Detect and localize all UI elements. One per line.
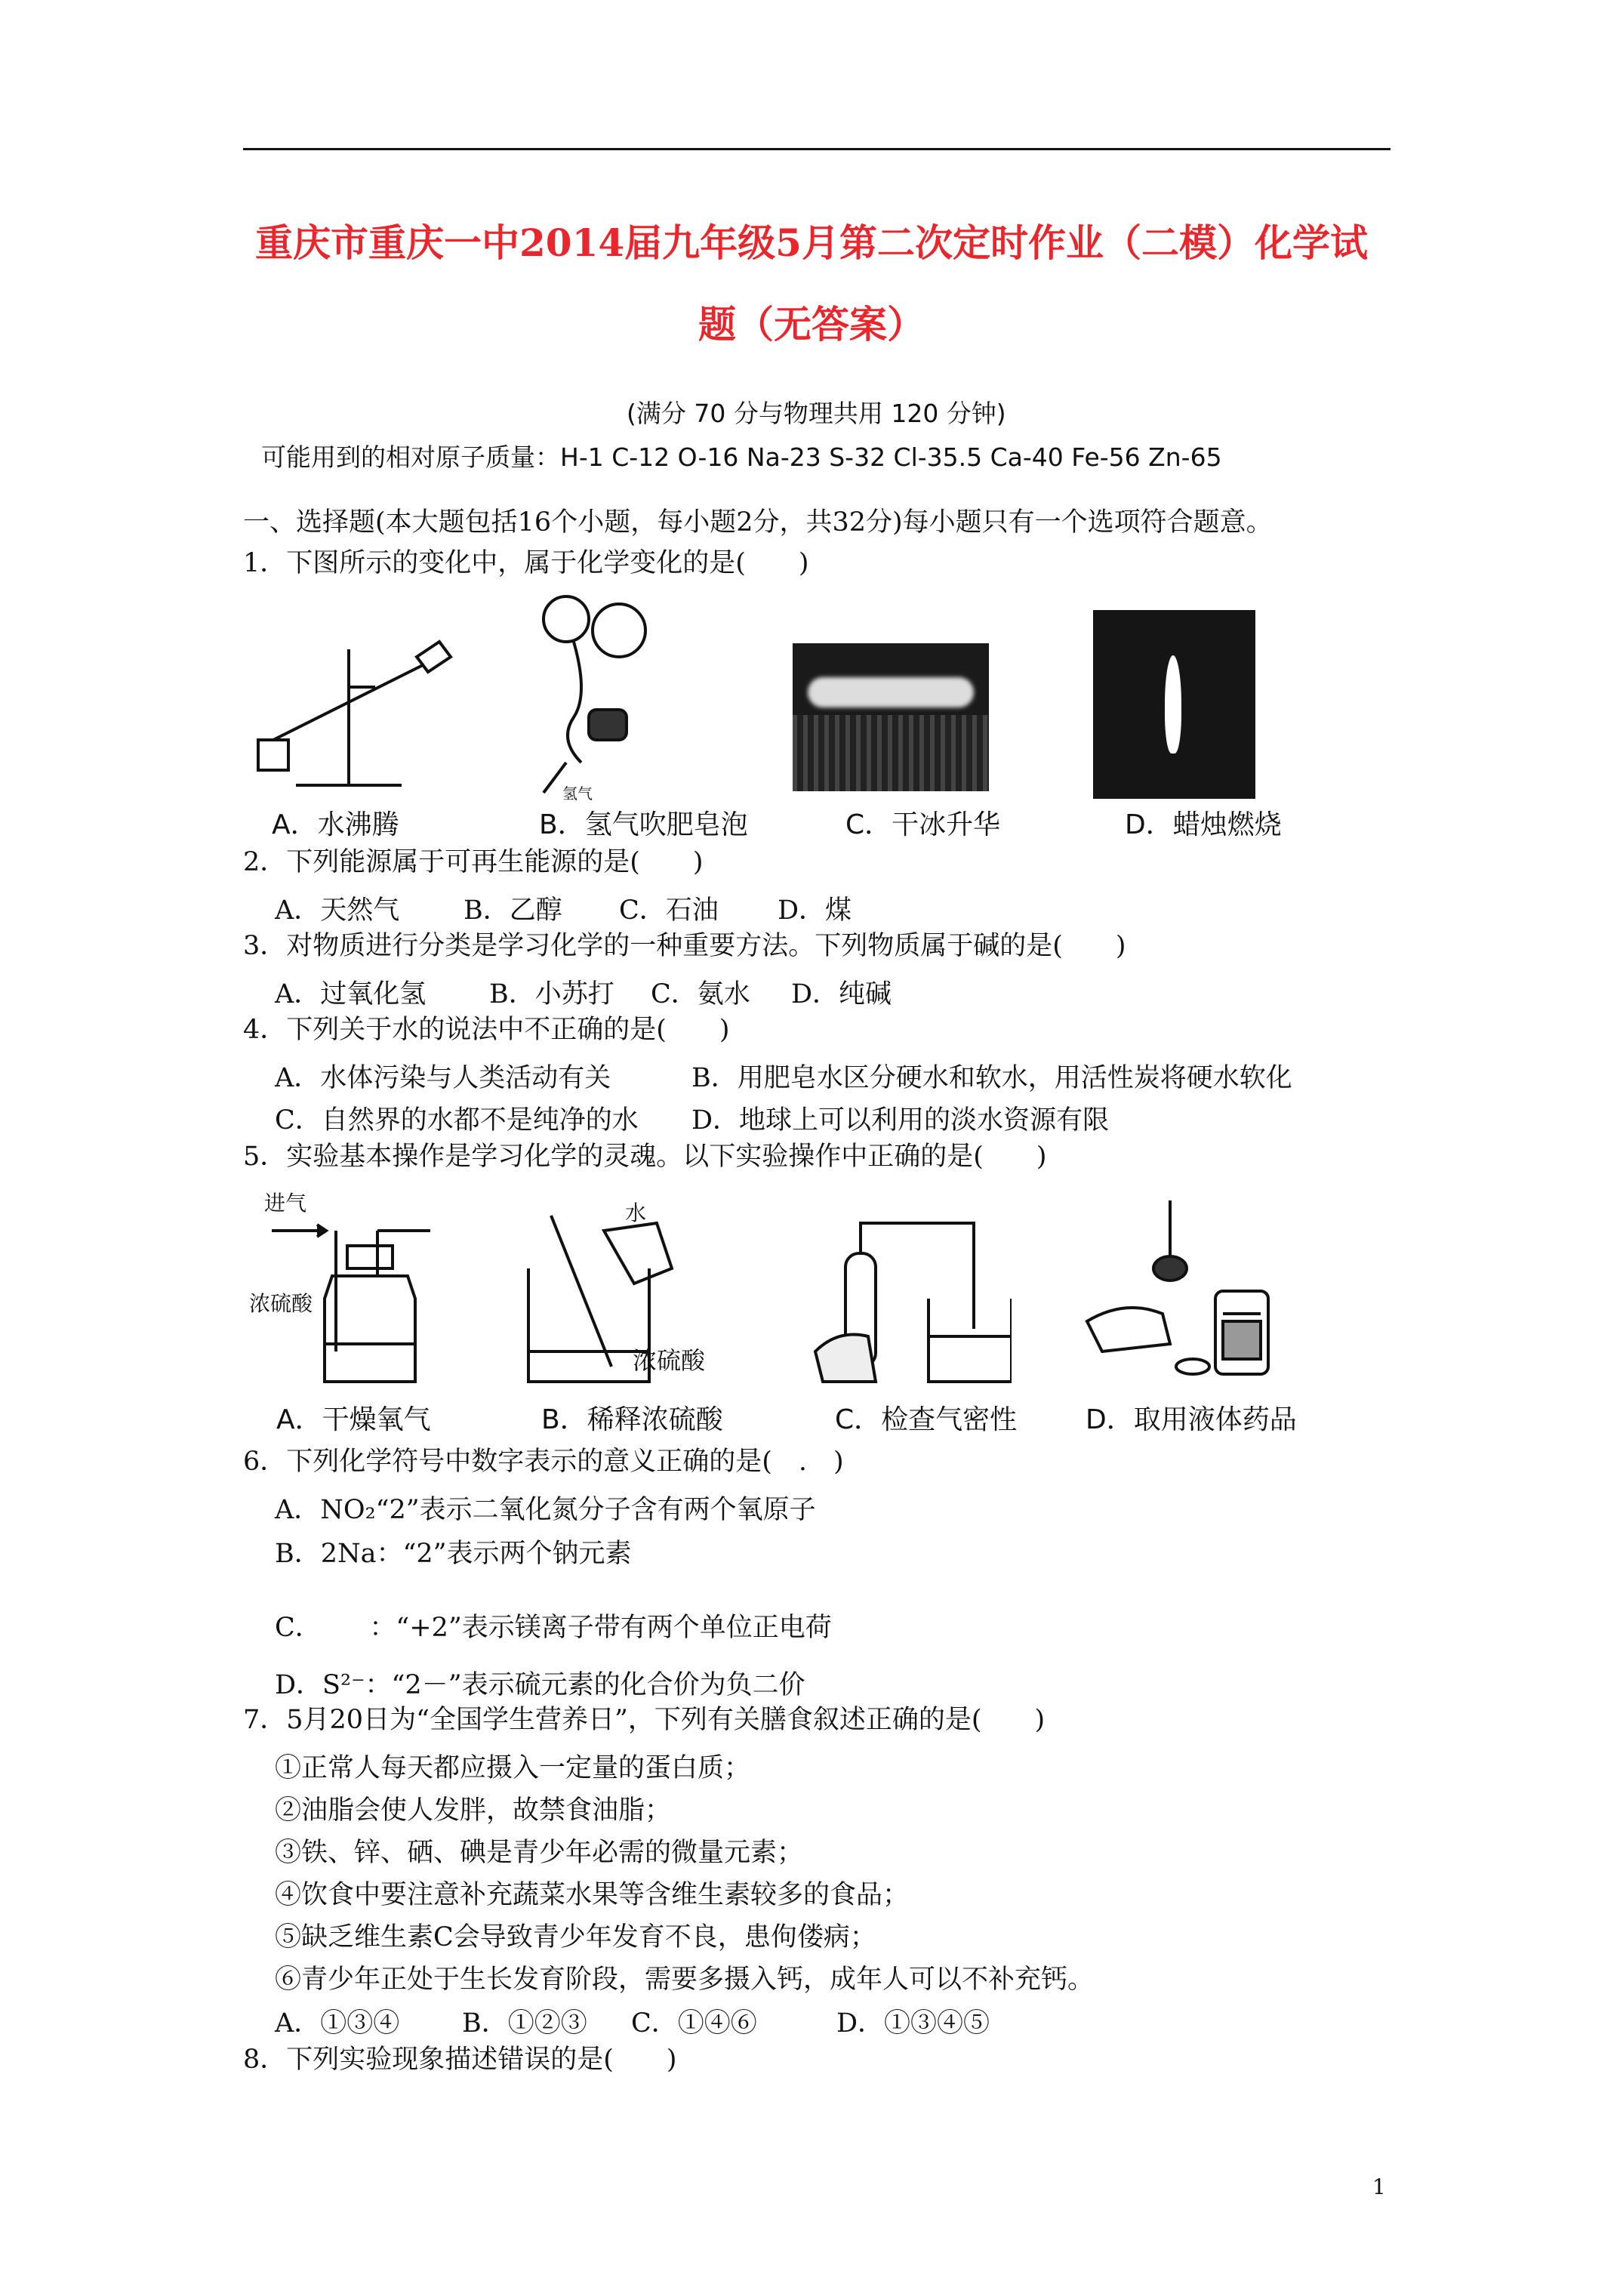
- q4-option-a: A．水体污染与人类活动有关: [275, 1063, 611, 1093]
- q1-caption-b: B．氢气吹肥皂泡: [539, 809, 748, 840]
- q1-figure-a: [243, 596, 462, 800]
- q2-option-c: C．石油: [619, 895, 719, 926]
- q2-option-b: B．乙醇: [463, 895, 562, 926]
- q7-item-1: ①正常人每天都应摄入一定量的蛋白质；: [275, 1753, 751, 1783]
- q7-option-d: D．①③④⑤: [836, 2008, 990, 2039]
- page-title-line2: 题（无答案）: [698, 302, 925, 347]
- q7-item-2: ②油脂会使人发胖，故禁食油脂；: [275, 1795, 672, 1826]
- q5-caption-a: A．干燥氧气: [276, 1404, 431, 1435]
- q5-stem: 5．实验基本操作是学习化学的灵魂。以下实验操作中正确的是( ): [243, 1142, 1047, 1172]
- q6-stem: 6．下列化学符号中数字表示的意义正确的是( . ): [243, 1447, 844, 1477]
- q6-option-a: A．NO₂“2”表示二氧化氮分子含有两个氧原子: [275, 1495, 816, 1525]
- q2-option-d: D．煤: [778, 895, 852, 926]
- q5-caption-c: C．检查气密性: [835, 1404, 1018, 1435]
- section-heading: 一、选择题(本大题包括16个小题，每小题2分，共32分)每小题只有一个选项符合题意。: [243, 507, 1273, 538]
- q8-stem: 8．下列实验现象描述错误的是( ): [243, 2045, 677, 2075]
- q7-item-6: ⑥青少年正处于生长发育阶段，需要多摄入钙，成年人可以不补充钙。: [275, 1965, 1095, 1995]
- q5-inlet-label: 进气: [264, 1191, 307, 1216]
- page-number: 1: [1372, 2174, 1386, 2199]
- q5-caption-b: B．稀释浓硫酸: [541, 1404, 723, 1435]
- q6-option-c: C． ：“+2”表示镁离子带有两个单位正电荷: [275, 1613, 832, 1643]
- q5-acid2-label: 浓硫酸: [633, 1346, 706, 1375]
- q4-option-d: D．地球上可以利用的淡水资源有限: [691, 1105, 1110, 1136]
- top-rule: [243, 148, 1390, 150]
- q5-water-label: 水: [625, 1200, 647, 1225]
- q1-caption-d: D．蜡烛燃烧: [1125, 809, 1282, 840]
- q1-caption-a: A．水沸腾: [272, 809, 399, 840]
- q5-acid-label: 浓硫酸: [249, 1291, 313, 1316]
- q7-item-4: ④饮食中要注意补充蔬菜水果等含维生素较多的食品；: [275, 1880, 910, 1910]
- q7-item-3: ③铁、锌、硒、碘是青少年必需的微量元素；: [275, 1838, 804, 1868]
- q1-figure-d: [1093, 610, 1255, 799]
- q7-item-5: ⑤缺乏维生素C会导致青少年发育不良，患佝偻病；: [275, 1922, 876, 1952]
- q4-stem: 4．下列关于水的说法中不正确的是( ): [243, 1015, 730, 1045]
- q4-option-c: C．自然界的水都不是纯净的水: [275, 1105, 639, 1136]
- q6-option-d: D．S²⁻：“2－”表示硫元素的化合价为负二价: [275, 1670, 805, 1700]
- q5-figure-d: [1079, 1193, 1291, 1389]
- q7-option-b: B．①②③: [462, 2008, 587, 2039]
- q5-figure-c: [793, 1208, 1012, 1389]
- q5-figure-a: [264, 1216, 453, 1397]
- q3-option-d: D．纯碱: [791, 979, 892, 1009]
- q2-stem: 2．下列能源属于可再生能源的是( ): [243, 847, 704, 877]
- page-title-line1: 重庆市重庆一中2014届九年级5月第二次定时作业（二模）化学试: [255, 220, 1368, 265]
- q3-option-a: A．过氧化氢: [275, 979, 427, 1009]
- q7-stem: 7．5月20日为“全国学生营养日”，下列有关膳食叙述正确的是( ): [243, 1705, 1046, 1735]
- q1-caption-c: C．干冰升华: [845, 809, 1001, 840]
- q3-stem: 3．对物质进行分类是学习化学的一种重要方法。下列物质属于碱的是( ): [243, 931, 1126, 961]
- q7-option-a: A．①③④: [275, 2008, 400, 2039]
- atomic-mass-info: 可能用到的相对原子质量：H-1 C-12 O-16 Na-23 S-32 Cl-35.5 Ca-40 Fe-56 Zn-65: [261, 442, 1222, 472]
- q2-option-a: A．天然气: [275, 895, 400, 926]
- q1-hydrogen-label: 氢气: [562, 784, 593, 803]
- q1-figure-c: [793, 643, 989, 791]
- q6-option-b: B．2Na：“2”表示两个钠元素: [275, 1539, 632, 1569]
- q3-option-c: C．氨水: [651, 979, 750, 1009]
- q5-caption-d: D．取用液体药品: [1086, 1404, 1297, 1435]
- q1-stem: 1．下图所示的变化中，属于化学变化的是( ): [243, 548, 809, 578]
- q4-option-b: B．用肥皂水区分硬水和软水，用活性炭将硬水软化: [691, 1063, 1292, 1093]
- score-info: (满分 70 分与物理共用 120 分钟): [627, 399, 1006, 428]
- q1-figure-b: [521, 589, 694, 808]
- q7-option-c: C．①④⑥: [631, 2008, 757, 2039]
- q3-option-b: B．小苏打: [489, 979, 614, 1009]
